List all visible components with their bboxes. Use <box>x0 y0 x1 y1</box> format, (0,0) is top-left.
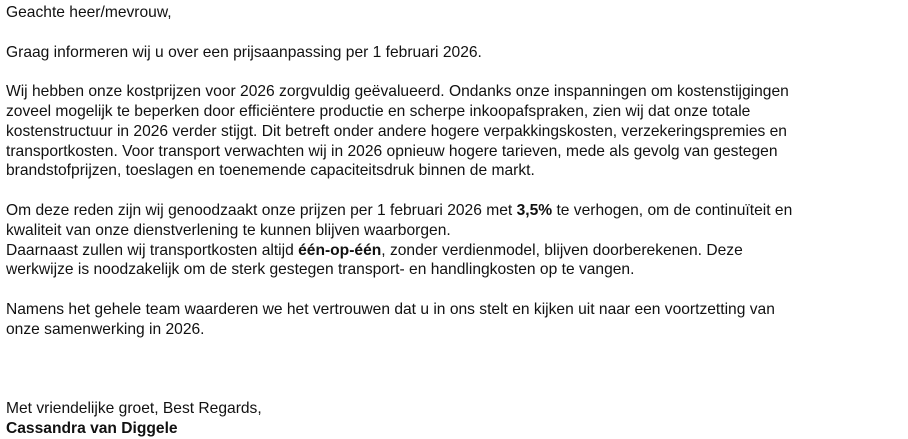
salutation <box>6 3 902 23</box>
line-text: Om deze reden zijn wij genoodzaakt onze prijzen per 1 februari 2026 met <box>6 201 517 219</box>
one-to-one-highlight: één-op-één <box>298 241 382 259</box>
paragraph-line <box>6 241 902 261</box>
paragraph-line: werkwijze is noodzakelijk om de sterk gestegen transport- en handlingkosten op te vangen. <box>6 261 635 279</box>
spacer <box>6 359 902 399</box>
paragraph-line: kwaliteit van onze dienstverlening te kunnen blijven waarborgen. <box>6 221 451 239</box>
line-text: Daarnaast zullen wij transportkosten altijd <box>6 241 299 259</box>
line-text: , zonder verdienmodel, blijven doorberekenen. Deze <box>381 241 743 259</box>
intro-text: Graag informeren wij u over een prijsaanpassing per 1 februari 2026. <box>6 43 482 61</box>
percentage-highlight: 3,5% <box>516 201 553 219</box>
paragraph-line: transportkosten. Voor transport verwachten wij in 2026 opnieuw hogere tarieven, mede als gevolg van gestegen <box>6 142 778 160</box>
closing-text: Met vriendelijke groet, Best Regards, <box>6 399 262 417</box>
paragraph-line: onze samenwerking in 2026. <box>6 320 205 338</box>
paragraph-line: kostenstructuur in 2026 verder stijgt. Dit betreft onder andere hogere verpakkingskosten, verzekeringspremies en <box>6 122 787 140</box>
paragraph-line: Namens het gehele team waarderen we het vertrouwen dat u in ons stelt en kijken uit naar een voortzetting van <box>6 300 775 318</box>
intro-paragraph <box>6 43 902 63</box>
closing <box>6 399 902 439</box>
appreciation-paragraph <box>6 300 902 340</box>
price-increase-paragraph <box>6 201 902 280</box>
salutation-text: Geachte heer/mevrouw, <box>6 4 172 21</box>
paragraph-line: brandstofprijzen, toeslagen en toenemende capaciteitsdruk binnen de markt. <box>6 162 535 180</box>
signature-name: Cassandra van Diggele <box>6 419 178 437</box>
paragraph-line: zoveel mogelijk te beperken door efficiëntere productie en scherpe inkoopafspraken, zien wij dat onze totale <box>6 102 751 120</box>
line-text: te verhogen, om de continuïteit en <box>552 201 793 219</box>
paragraph-line: Wij hebben onze kostprijzen voor 2026 zorgvuldig geëvalueerd. Ondanks onze inspanningen om kostenstijgingen <box>6 83 789 101</box>
paragraph-line <box>6 201 902 221</box>
cost-evaluation-paragraph <box>6 82 902 181</box>
